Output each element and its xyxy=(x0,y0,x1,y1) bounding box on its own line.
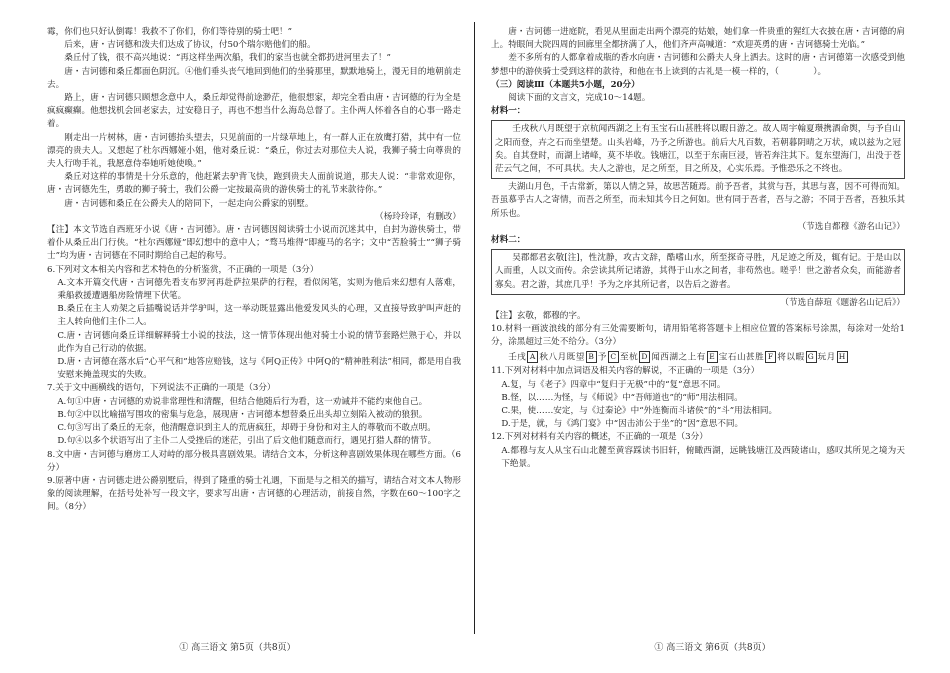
break-option-box: G xyxy=(806,351,817,363)
paragraph: 夫湖山月色，千古常新，第以人情之异，故思苦随焉。前予吾者，其赏与吾，其思与喜，因不可得而知。吾虽慕乎古人之寄情，而吾之所至，而未知其今日之何如。世有同于吾者，吾与之游；不同于吾者，吾独乐其所乐也。 xyxy=(491,182,905,219)
break-option-box: F xyxy=(765,351,776,363)
paragraph: 9.原著中唐・吉诃德走进公爵别墅后，得到了隆重的骑士礼遇，下面是与之相关的描写，请结合对文本人物形象的阅读理解，在括号处补写一段文字，要求写出唐・吉诃德的心理活动，前接自然，字数在60～100字之间。（8分） xyxy=(47,475,461,513)
paragraph: 差不多所有的人都拿着成瓶的香水向唐・吉诃德和公爵夫人身上洒去。这时的唐・吉诃德第一次感受到他梦想中的游侠骑士受到这样的款待，和他在书上读到的古礼是一模一样的，（ ）。 xyxy=(491,53,905,77)
text-segment: 闻西湖之上有 xyxy=(651,352,706,363)
paragraph: B.怪，以……为怪，与《师说》中“吾师道也”的“师”用法相同。 xyxy=(501,392,743,403)
page-footer-right: ① 高三语文 第6页（共8页） xyxy=(654,643,771,653)
text-segment: 壬戌 xyxy=(508,352,527,363)
break-option-box: H xyxy=(838,351,846,361)
material-two-text: 吴郡都君玄敬[注]，性沈静，攻古文辞，酷嗜山水，所至探奇寻胜，凡足迹之所及，辄有记。于是山以人而重，人以文而传。余尝读其所记诸游，其得于山水之间者，非苟然也。嗟乎！世之游者众矣，而能游者寡矣。君之游，其庶几乎！予为之序其所记者，以告后之游者。 xyxy=(495,253,901,290)
paragraph: 桑丘付了钱，很不高兴地说：“再这样坐两次船，我们的家当也就全都扔进河里去了！” xyxy=(64,53,391,64)
paragraph: （节选自薛瑄《题游名山记后》） xyxy=(780,297,905,308)
paragraph: C.唐・吉诃德向桑丘详细解释骑士小说的技法，这一情节体现出他对骑士小说的情节套路烂熟于心，并以此作为自己行动的依据。 xyxy=(57,330,461,354)
paragraph: D.唐・吉诃德在落水后“心平气和”地答应赔钱，这与《阿Q正传》中阿Q的“精神胜利法”相同，都是用自我安慰来掩盖现实的失败。 xyxy=(57,357,461,381)
sentence-break-options xyxy=(508,351,905,365)
page-footer-left: ① 高三语文 第5页（共8页） xyxy=(179,643,296,653)
text-segment: 宝石山甚胜 xyxy=(718,352,765,363)
paragraph: 【注】玄敬，都穆的字。 xyxy=(491,311,586,322)
paragraph: A.都穆与友人从宝石山北麓至黄容踩读书旧轩，俯瞰西湖，远眺钱塘江及西陵诸山，感叹其所见之境为天下绝景。 xyxy=(501,445,905,469)
paragraph: （杨玲玲译，有删改） xyxy=(375,211,461,222)
paragraph: C.句③写出了桑丘的无奈，他清醒意识到主人的荒唐疯狂，却碍于身份和对主人的尊敬而不敢点明。 xyxy=(57,423,436,434)
material-one-box xyxy=(491,120,905,179)
paragraph: C.果，使……安定，与《过秦论》中“外连衡而斗诸侯”的“斗”用法相同。 xyxy=(501,405,778,416)
text-segment: 秋八月既望 xyxy=(539,352,585,363)
text-segment: 予 xyxy=(597,352,607,363)
right-page xyxy=(475,0,950,673)
paragraph: 刚走出一片树林，唐・吉诃德抬头望去，只见前面的一片绿草地上，有一群人正在放鹰打猎，其中有一位漂亮的贵夫人。又想起了杜尔西娜娅小姐，他对桑丘说：“桑丘，你过去对那位夫人说，我狮子骑士向尊贵的夫人行吻手礼，我愿意侍奉她听她使唤。” xyxy=(47,132,461,170)
paragraph: 后来，唐・吉诃德和泼夫们达成了协议，付50个瑞尔赔他们的船。 xyxy=(64,40,316,51)
text-segment: 将以暇 xyxy=(777,352,805,363)
paragraph: B.桑丘在主人劝架之后插嘴说话并学驴叫，这一举动既显露出他爱发风头的心理，又直接导致驴叫声赶的主人转向他们主仆二人。 xyxy=(57,304,461,328)
break-option-box: E xyxy=(707,351,718,363)
right-after xyxy=(491,297,905,350)
paragraph: B.句②中以比喻描写围攻的密集与危急，展现唐・吉诃德本想替桑丘出头却立刻陷入被动的狼狈。 xyxy=(57,409,428,420)
paragraph: 11.下列对材料中加点词语及相关内容的解说，不正确的一项是（3分） xyxy=(491,366,760,377)
paragraph: （三）阅读Ⅲ（本题共5小题，20分） xyxy=(491,79,640,90)
paragraph: D.于是，就，与《鸿门宴》中“因击沛公于坐”的“因”意思不同。 xyxy=(501,419,744,430)
paragraph: 唐・吉诃德和桑丘在公爵夫人的陪同下，一起走向公爵家的别墅。 xyxy=(64,198,314,209)
paragraph: 6.下列对文本相关内容和艺术特色的分析鉴赏，不正确的一项是（3分） xyxy=(47,264,319,275)
paragraph: 10.材料一画波浪线的部分有三处需要断句，请用铅笔将答题卡上相应位置的答案标号涂黑，每涂对一处给1分，涂黑超过三处不给分。（3分） xyxy=(491,324,905,348)
text-segment: 玩月 xyxy=(817,352,836,363)
left-column xyxy=(47,26,461,515)
right-questions xyxy=(491,365,905,471)
paragraph: 7.关于文中画横线的语句，下列说法不正确的一项是（3分） xyxy=(47,383,276,394)
right-middle xyxy=(491,181,905,247)
break-option-box: C xyxy=(608,351,619,363)
material-two-box xyxy=(491,249,905,295)
paragraph: 路上，唐・吉诃德只顾想念意中人，桑丘却觉得前途渺茫，他很想家，却完全看由唐・吉诃德的行为全是疯疯癫癫。他想找机会回老家去，过安稳日子，再也不想当什么海岛总督了。主仆两人怀着各自的心事一路走着。 xyxy=(47,93,461,130)
paragraph: 12.下列对材料有关内容的概述，不正确的一项是（3分） xyxy=(491,432,708,443)
paragraph: 材料二： xyxy=(491,235,526,246)
break-option-box: A xyxy=(527,351,538,363)
paragraph: 材料一： xyxy=(491,106,526,117)
right-intro xyxy=(491,26,905,118)
paragraph: （节选自都穆《游名山记》） xyxy=(797,221,905,232)
paragraph: D.句④以多个状语写出了主仆二人受挫后的迷茫，引出了后文他们随意而行，遇见打猎人群的情节。 xyxy=(57,436,437,447)
break-option-box: D xyxy=(639,351,650,363)
material-one-text: 壬戌秋八月既望于京杭闻西湖之上有玉宝石山甚胜将以暇日游之。故人周宇翰夏瓒携酒命舆，与予自山之阳而登，卉之石而坐望楚。山头岩峰，乃予之所游也。前后大凡百数，若朝暮阴晴之万状，咸以兹为之冠矣。自其登时，而湖上诸峰，莫不毕收。钱塘江，以至于东南巨浸，皆若奔注其下。复东望海门，出没于苍茫云气之间，不可具状。夫人之游也，足之所至，目之所及，心实乐焉。予惟恐乐之不终也。 xyxy=(495,124,901,175)
paragraph: 阅读下面的文言文，完成10～14题。 xyxy=(508,93,651,104)
right-column xyxy=(491,26,905,471)
paragraph: 霉，你们也只好认倒霉！我救不了你们，你们等待别的骑士吧！” xyxy=(47,27,293,37)
paragraph: 【注】本文节选自西班牙小说《唐・吉诃德》。唐・吉诃德因阅读骑士小说而沉迷其中，自封为游侠骑士，带着仆从桑丘出门行侠。“杜尔西娜娅”即幻想中的意中人；“骛马堆得”即瘦马的名字；文中“苦脸骑士”“狮子骑士”均为唐・吉诃德在不同时期给自己起的称号。 xyxy=(47,225,461,262)
text-segment: 至杭 xyxy=(619,352,639,363)
paragraph: 唐・吉诃德一进庭院，看见从里面走出两个漂亮的姑娘，她们拿一件贵重的猩红大衣披在唐・吉诃德的肩上。特眼间大院四周的回廊里全都挤满了人，他们齐声高喊道：“欢迎英勇的唐・吉诃德骑士光临。” xyxy=(491,27,905,51)
paragraph: A.复，与《老子》四章中“复归于无极”中的“复”意思不同。 xyxy=(501,379,726,390)
paragraph: A.文本开篇交代唐・吉诃德先看支布罗河再赴萨拉果萨的行程，看似闲笔，实则为他后来幻想有人落难，乘船救援遭遇船房险情埋下伏笔。 xyxy=(57,277,461,302)
paragraph: A.句①中唐・吉诃德的劝说非常理性和清醒，但结合他随后行为看，这一劝诫并不能约束他自己。 xyxy=(57,396,428,407)
break-option-box: B xyxy=(586,351,597,363)
paragraph: 唐・吉诃德和桑丘都面色阴沉。④他们垂头丧气地回到他们的坐骑那里，默默地骑上，漫无目的地朝前走去。 xyxy=(47,66,461,90)
paragraph: 8.文中唐・吉诃德与磨房工人对峙的部分极具喜剧效果。请结合文本，分析这种喜剧效果体现在哪些方面。（6分） xyxy=(47,449,461,473)
paragraph: 桑丘对这样的事情是十分乐意的，他赶紧去驴背飞快，跑到贵夫人面前说道，那夫人说：“非常欢迎你，唐・吉诃德先生，勇敢的狮子骑士，我们公爵一定按最高贵的游侠骑士的礼节来款待你。” xyxy=(47,172,461,196)
